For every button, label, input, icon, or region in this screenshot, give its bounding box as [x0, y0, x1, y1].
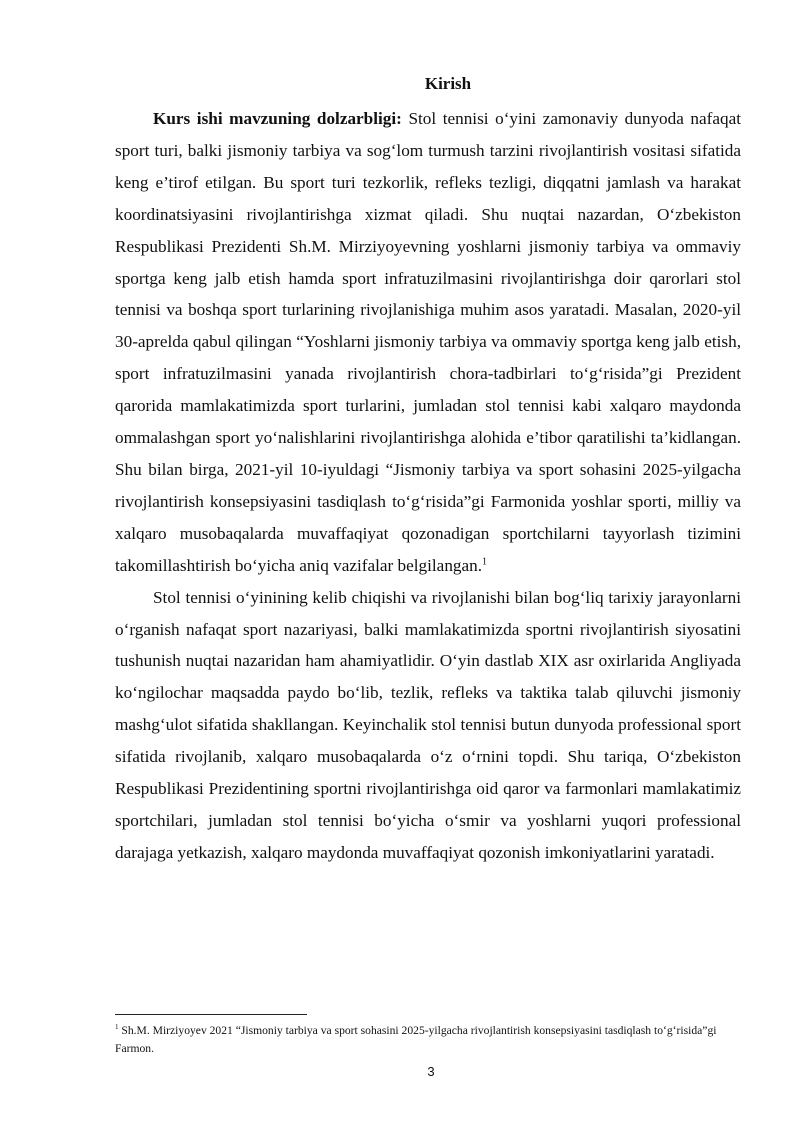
footnote-marker: 1 — [115, 1023, 119, 1032]
footnote — [115, 1022, 741, 1058]
paragraph-relevance — [115, 103, 741, 582]
body-text — [115, 103, 741, 869]
footnote-reference[interactable]: 1 — [482, 555, 488, 567]
paragraph-relevance-text: Stol tennisi o‘yini zamonaviy dunyoda nafaqat sport turi, balki jismoniy tarbiya va sog‘lom turmush tarzini rivojlantirish vositasi sifatida keng e’tirof etilgan. Bu sport turi tezkorlik, refleks tezligi, diqqatni jamlash va harakat koordinatsiyasini rivojlantirishga xizmat qiladi. Shu nuqtai nazardan, O‘zbekiston Respublikasi Prezidenti Sh.M. Mirziyoyevning yoshlarni jismoniy tarbiya va ommaviy sportga keng jalb etish hamda sport infratuzilmasini rivojlantirishga doir qarorlari stol tennisi va boshqa sport turlarining rivojlanishiga muhim asos yaratadi. Masalan, 2020-yil 30-aprelda qabul qilingan “Yoshlarni jismoniy tarbiya va ommaviy sportga keng jalb etish, sport infratuzilmasini yanada rivojlantirish chora-tadbirlari to‘g‘risida”gi Prezident qarorida mamlakatimizda sport turlarini, jumladan stol tennisi kabi xalqaro maydonda ommalashgan sport yo‘nalishlarini rivojlantirishga alohida e’tibor qaratilishi ta’kidlangan. Shu bilan birga, 2021-yil 10-iyuldagi “Jismoniy tarbiya va sport sohasini 2025-yilgacha rivojlantirish konsepsiyasini tasdiqlash to‘g‘risida”gi Farmonida yoshlar sporti, milliy va xalqaro musobaqalarda muvaffaqiyat qozonadigan sportchilarni tayyorlash tizimini takomillashtirish bo‘yicha aniq vazifalar belgilangan. — [115, 109, 742, 575]
paragraph-history: Stol tennisi o‘yinining kelib chiqishi va rivojlanishi bilan bog‘liq tarixiy jarayonlarni o‘rganish nafaqat sport nazariyasi, balki mamlakatimizda sportni rivojlantirish siyosatini tushunish nuqtai nazaridan ham ahamiyatlidir. O‘yin dastlab XIX asr oxirlarida Angliyada ko‘ngilochar maqsadda paydo bo‘lib, tezlik, refleks va taktika talab qiluvchi jismoniy mashg‘ulot sifatida shakllangan. Keyinchalik stol tennisi butun dunyoda professional sport sifatida rivojlanib, xalqaro musobaqalarda o‘z o‘rnini topdi. Shu tariqa, O‘zbekiston Respublikasi Prezidentining sportni rivojlantirishga oid qaror va farmonlari mamlakatimiz sportchilari, jumladan stol tennisi bo‘yicha o‘smir va yoshlarni yuqori professional darajaga yetkazish, xalqaro maydonda muvaffaqiyat qozonish imkoniyatlarini yaratadi. — [115, 587, 741, 862]
footnote-separator — [115, 1014, 307, 1015]
page-number: 3 — [427, 1064, 435, 1079]
paragraph-lead: Kurs ishi mavzuning dolzarbligi: — [153, 109, 402, 128]
section-title: Kirish — [424, 74, 472, 93]
footnote-text: Sh.M. Mirziyoyev 2021 “Jismoniy tarbiya va sport sohasini 2025-yilgacha rivojlantirish konsepsiyasini tasdiqlash to‘g‘risida”gi Farmon. — [115, 1024, 717, 1055]
